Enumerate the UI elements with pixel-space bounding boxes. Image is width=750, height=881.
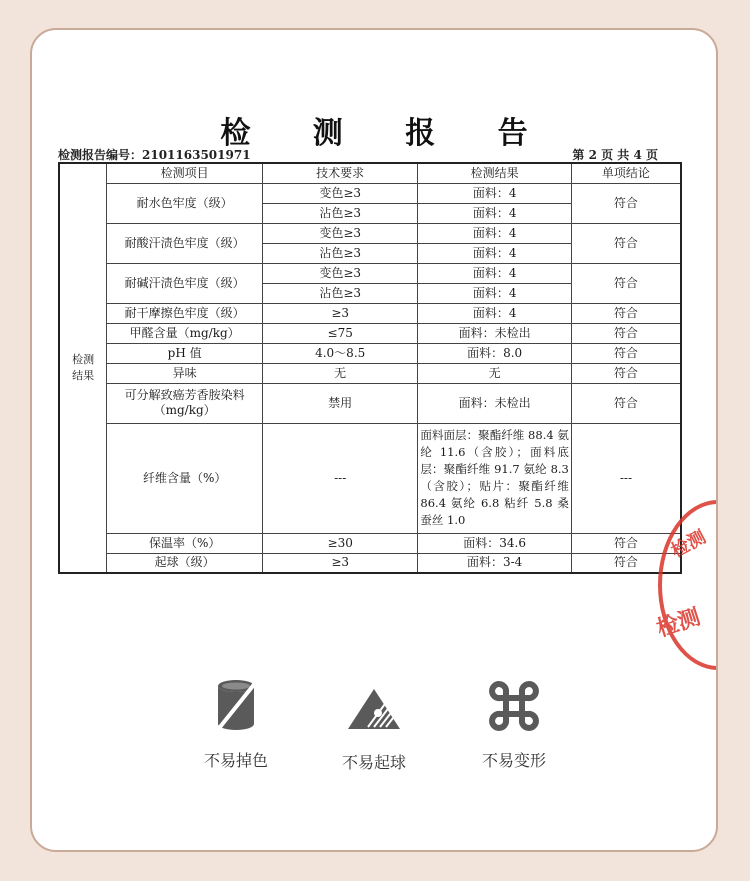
row-conclusion: 符合	[571, 263, 681, 303]
row-requirement: 变色≥3	[262, 223, 417, 243]
row-requirement: ≥30	[262, 533, 417, 553]
header-item: 检测项目	[107, 163, 263, 183]
header-requirement: 技术要求	[262, 163, 417, 183]
row-conclusion: 符合	[571, 363, 681, 383]
row-result: 面料：4	[418, 223, 571, 243]
row-result: 面料：4	[418, 283, 571, 303]
row-item-line1: 可分解致癌芳香胺染料	[124, 388, 245, 402]
row-item: 耐水色牢度（级）	[107, 183, 263, 223]
row-item: 耐酸汗渍色牢度（级）	[107, 223, 263, 263]
stamp-text-bottom: 检测	[653, 604, 704, 643]
feature-shape-retention	[444, 674, 584, 771]
row-requirement: ≤75	[262, 323, 417, 343]
side-label: 检测 结果	[59, 163, 107, 573]
table-row	[59, 423, 681, 533]
report-card	[30, 28, 718, 852]
row-result: 面料：4	[418, 203, 571, 223]
row-result: 面料：4	[418, 303, 571, 323]
row-conclusion: 符合	[571, 533, 681, 553]
header-result: 检测结果	[418, 163, 571, 183]
row-item: 异味	[107, 363, 263, 383]
row-requirement: ≥3	[262, 553, 417, 573]
row-result: 无	[418, 363, 571, 383]
feature-antipilling	[304, 676, 444, 773]
page-indicator: 第 2 页 共 4 页	[572, 148, 658, 162]
table-row	[59, 303, 681, 323]
table-row	[59, 323, 681, 343]
test-results-table	[58, 162, 682, 574]
row-item: 保温率（%）	[107, 533, 263, 553]
row-item	[107, 383, 263, 423]
row-result: 面料：8.0	[418, 343, 571, 363]
row-requirement: 变色≥3	[262, 183, 417, 203]
row-conclusion: ---	[571, 423, 681, 533]
row-result: 面料：4	[418, 183, 571, 203]
row-result: 面料：3-4	[418, 553, 571, 573]
row-requirement: 无	[262, 363, 417, 383]
command-icon	[444, 674, 584, 738]
cylinder-icon	[166, 674, 306, 738]
feature-label: 不易掉色	[203, 751, 268, 770]
row-requirement: ---	[262, 423, 417, 533]
table-row	[59, 363, 681, 383]
table-header-row	[59, 163, 681, 183]
row-requirement: 沾色≥3	[262, 283, 417, 303]
triangle-hatch-icon	[304, 676, 444, 740]
row-requirement: 变色≥3	[262, 263, 417, 283]
feature-colorfast	[166, 674, 306, 771]
table-row	[59, 263, 681, 283]
row-requirement: 沾色≥3	[262, 203, 417, 223]
table-row	[59, 183, 681, 203]
table-row	[59, 553, 681, 573]
header-conclusion: 单项结论	[571, 163, 681, 183]
row-item: 耐碱汗渍色牢度（级）	[107, 263, 263, 303]
row-item: pH 值	[107, 343, 263, 363]
row-requirement: 4.0～8.5	[262, 343, 417, 363]
row-result: 面料：34.6	[418, 533, 571, 553]
row-result: 面料：未检出	[418, 323, 571, 343]
row-item-line2: （mg/kg）	[153, 403, 216, 417]
table-row	[59, 343, 681, 363]
row-conclusion: 符合	[571, 183, 681, 223]
row-conclusion: 符合	[571, 303, 681, 323]
row-item: 纤维含量（%）	[107, 423, 263, 533]
row-result: 面料：4	[418, 243, 571, 263]
feature-label: 不易变形	[481, 751, 546, 770]
row-result: 面料：4	[418, 263, 571, 283]
row-requirement: ≥3	[262, 303, 417, 323]
stamp-text-top: 检测	[667, 526, 710, 563]
row-conclusion: 符合	[571, 343, 681, 363]
table-row	[59, 533, 681, 553]
row-conclusion: 符合	[571, 383, 681, 423]
document-title: 检 测 报 告	[220, 116, 554, 151]
feature-label: 不易起球	[341, 753, 406, 772]
row-conclusion: 符合	[571, 553, 681, 573]
table-row	[59, 383, 681, 423]
table-row	[59, 223, 681, 243]
row-requirement: 禁用	[262, 383, 417, 423]
row-conclusion: 符合	[571, 323, 681, 343]
row-item: 甲醛含量（mg/kg）	[107, 323, 263, 343]
report-number: 检测报告编号：2101163501971	[58, 148, 251, 162]
row-result: 面料：未检出	[418, 383, 571, 423]
row-conclusion: 符合	[571, 223, 681, 263]
row-item: 耐干摩擦色牢度（级）	[107, 303, 263, 323]
row-item: 起球（级）	[107, 553, 263, 573]
meta-row	[58, 146, 658, 163]
row-result: 面料面层：聚酯纤维 88.4 氨纶 11.6（含胶）；面料底层：聚酯纤维 91.7 氨纶 8.3（含胶）；贴片：聚酯纤维 86.4 氨纶 6.8 粘纤 5.8 桑蚕丝 1.0	[418, 423, 571, 533]
row-requirement: 沾色≥3	[262, 243, 417, 263]
